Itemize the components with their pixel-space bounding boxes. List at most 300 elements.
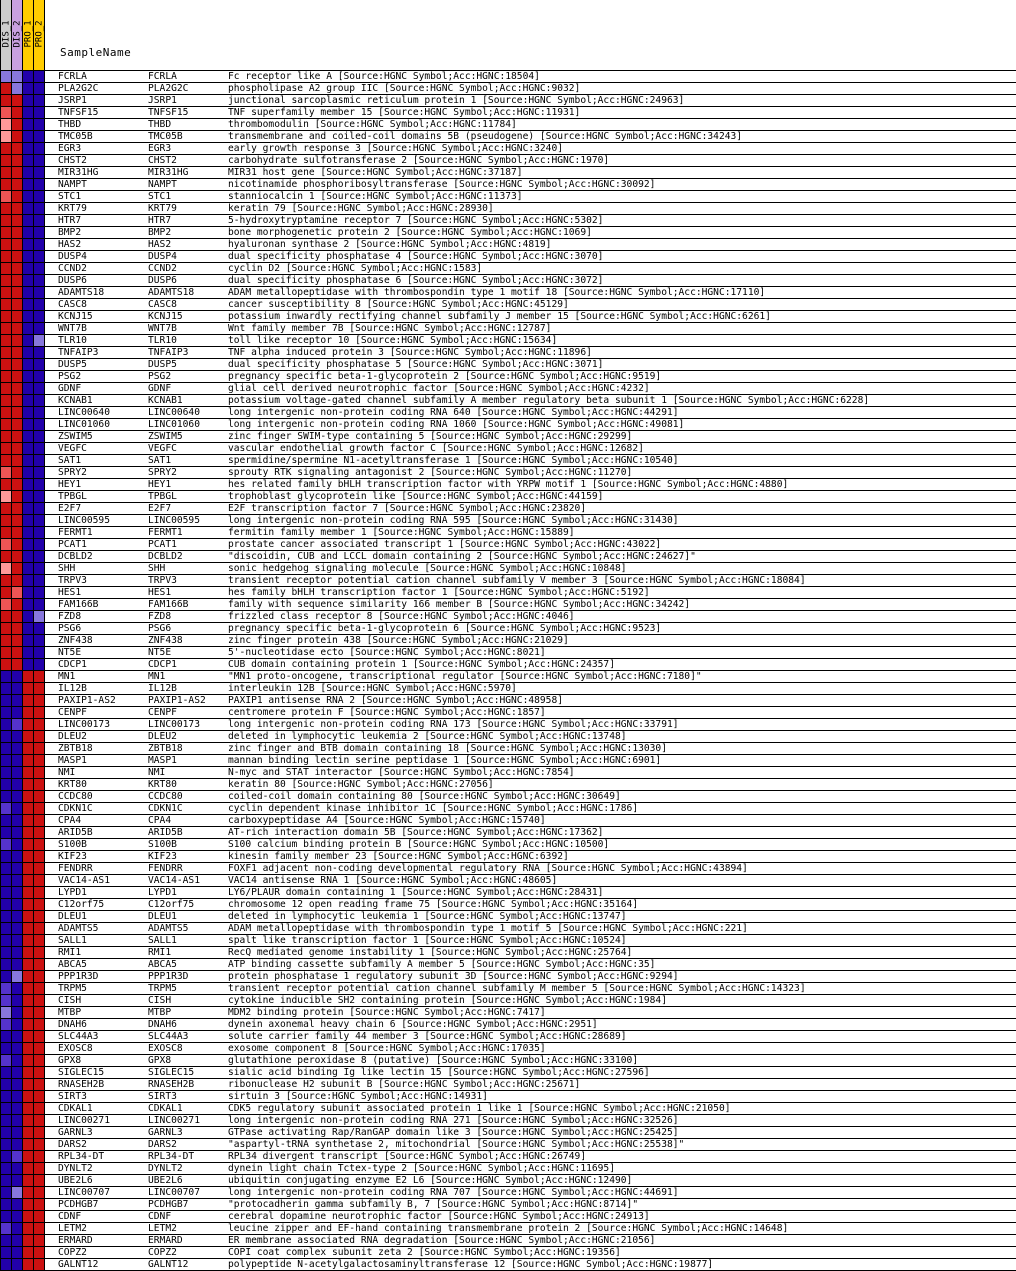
gene-symbol: MIR31HG (148, 167, 189, 178)
gene-description: deleted in lymphocytic leukemia 1 [Source:HGNC Symbol;Acc:HGNC:13747] (228, 911, 627, 922)
gene-description: transmembrane and coiled-coil domains 5B (pseudogene) [Source:HGNC Symbol;Acc:HGNC:34243] (228, 131, 743, 142)
gene-id: KCNJ15 (58, 311, 93, 322)
gene-symbol: NAMPT (148, 179, 177, 190)
gene-symbol: TRPM5 (148, 983, 177, 994)
gene-symbol: CDKAL1 (148, 1103, 183, 1114)
table-row (0, 767, 1016, 779)
gene-symbol: PSG6 (148, 623, 172, 634)
gene-id: CCND2 (58, 263, 87, 274)
gene-symbol: C12orf75 (148, 899, 195, 910)
gene-symbol: CDCP1 (148, 659, 177, 670)
gene-description: cytokine inducible SH2 containing protein [Source:HGNC Symbol;Acc:HGNC:1984] (228, 995, 667, 1006)
gene-symbol: ADAMTS5 (148, 923, 189, 934)
gene-description: dual specificity phosphatase 6 [Source:HGNC Symbol;Acc:HGNC:3072] (228, 275, 604, 286)
column-label: DIS_2 (12, 20, 23, 48)
gene-symbol: DCBLD2 (148, 551, 183, 562)
gene-symbol: EXOSC8 (148, 1043, 183, 1054)
table-row (0, 563, 1016, 575)
gene-description: "protocadherin gamma subfamily B, 7 [Source:HGNC Symbol;Acc:HGNC:8714]" (228, 1199, 639, 1210)
table-row (0, 791, 1016, 803)
gene-description: keratin 80 [Source:HGNC Symbol;Acc:HGNC:27056] (228, 779, 494, 790)
table-row (0, 671, 1016, 683)
gene-id: HAS2 (58, 239, 82, 250)
gene-description: long intergenic non-protein coding RNA 640 [Source:HGNC Symbol;Acc:HGNC:44291] (228, 407, 679, 418)
gene-symbol: PAXIP1-AS2 (148, 695, 206, 706)
gene-description: ADAM metallopeptidase with thrombospondin type 1 motif 5 [Source:HGNC Symbol;Acc:HGNC:221] (228, 923, 748, 934)
table-row (0, 683, 1016, 695)
gene-symbol: VAC14-AS1 (148, 875, 200, 886)
gene-id: LETM2 (58, 1223, 87, 1234)
gene-description: cancer susceptibility 8 [Source:HGNC Symbol;Acc:HGNC:45129] (228, 299, 569, 310)
gene-id: EXOSC8 (58, 1043, 93, 1054)
gene-symbol: SHH (148, 563, 166, 574)
gene-description: sonic hedgehog signaling molecule [Source:HGNC Symbol;Acc:HGNC:10848] (228, 563, 627, 574)
gene-id: LINC00173 (58, 719, 110, 730)
gene-description: ADAM metallopeptidase with thrombospondin type 1 motif 18 [Source:HGNC Symbol;Acc:HGNC:17110] (228, 287, 766, 298)
table-row (0, 419, 1016, 431)
table-row (0, 263, 1016, 275)
gene-id: LINC01060 (58, 419, 110, 430)
gene-description: glial cell derived neurotrophic factor [Source:HGNC Symbol;Acc:HGNC:4232] (228, 383, 650, 394)
gene-description: long intergenic non-protein coding RNA 1060 [Source:HGNC Symbol;Acc:HGNC:49081] (228, 419, 685, 430)
gene-symbol: SIRT3 (148, 1091, 177, 1102)
gene-symbol: SIGLEC15 (148, 1067, 195, 1078)
gene-symbol: MTBP (148, 1007, 172, 1018)
gene-symbol: RMI1 (148, 947, 172, 958)
gene-symbol: LINC00173 (148, 719, 200, 730)
gene-id: FENDRR (58, 863, 93, 874)
gene-id: PAXIP1-AS2 (58, 695, 116, 706)
gene-id: STC1 (58, 191, 82, 202)
column-label: DIS_1 (1, 20, 12, 48)
table-row (0, 179, 1016, 191)
table-row (0, 503, 1016, 515)
gene-description: TNF superfamily member 15 [Source:HGNC Symbol;Acc:HGNC:11931] (228, 107, 581, 118)
gene-description: pregnancy specific beta-1-glycoprotein 6 [Source:HGNC Symbol;Acc:HGNC:9523] (228, 623, 662, 634)
gene-symbol: PCAT1 (148, 539, 177, 550)
gene-id: E2F7 (58, 503, 82, 514)
gene-symbol: CCDC80 (148, 791, 183, 802)
gene-description: sirtuin 3 [Source:HGNC Symbol;Acc:HGNC:14931] (228, 1091, 488, 1102)
table-row (0, 1067, 1016, 1079)
gene-id: PLA2G2C (58, 83, 99, 94)
gene-description: stanniocalcin 1 [Source:HGNC Symbol;Acc:HGNC:11373] (228, 191, 523, 202)
table-row (0, 1115, 1016, 1127)
table-row (0, 119, 1016, 131)
table-row (0, 1031, 1016, 1043)
gene-symbol: BMP2 (148, 227, 172, 238)
gene-symbol: TPBGL (148, 491, 177, 502)
gene-description: vascular endothelial growth factor C [Source:HGNC Symbol;Acc:HGNC:12682] (228, 443, 644, 454)
gene-description: "MN1 proto-oncogene, transcriptional regulator [Source:HGNC Symbol;Acc:HGNC:7180]" (228, 671, 702, 682)
gene-description: exosome component 8 [Source:HGNC Symbol;Acc:HGNC:17035] (228, 1043, 546, 1054)
gene-description: MDM2 binding protein [Source:HGNC Symbol;Acc:HGNC:7417] (228, 1007, 546, 1018)
gene-id: TNFAIP3 (58, 347, 99, 358)
gene-symbol: KRT79 (148, 203, 177, 214)
gene-symbol: ZSWIM5 (148, 431, 183, 442)
gene-id: RNASEH2B (58, 1079, 105, 1090)
gene-symbol: HTR7 (148, 215, 172, 226)
gene-description: hes family bHLH transcription factor 1 [Source:HGNC Symbol;Acc:HGNC:5192] (228, 587, 650, 598)
gene-description: junctional sarcoplasmic reticulum protein 1 [Source:HGNC Symbol;Acc:HGNC:24963] (228, 95, 685, 106)
gene-id: HEY1 (58, 479, 82, 490)
gene-id: FCRLA (58, 71, 87, 82)
table-row (0, 635, 1016, 647)
table-row (0, 1079, 1016, 1091)
gene-id: NT5E (58, 647, 82, 658)
gene-symbol: NMI (148, 767, 166, 778)
table-row (0, 1247, 1016, 1259)
table-row (0, 251, 1016, 263)
gene-symbol: ARID5B (148, 827, 183, 838)
gene-id: LINC00640 (58, 407, 110, 418)
table-row (0, 527, 1016, 539)
gene-description: cerebral dopamine neurotrophic factor [Source:HGNC Symbol;Acc:HGNC:24913] (228, 1211, 650, 1222)
gene-symbol: CPA4 (148, 815, 172, 826)
table-row (0, 1187, 1016, 1199)
gene-id: C12orf75 (58, 899, 105, 910)
gene-symbol: NT5E (148, 647, 172, 658)
gene-symbol: KIF23 (148, 851, 177, 862)
table-row (0, 347, 1016, 359)
gene-id: PCAT1 (58, 539, 87, 550)
gene-symbol: EGR3 (148, 143, 172, 154)
gene-id: KIF23 (58, 851, 87, 862)
gene-symbol: KCNJ15 (148, 311, 183, 322)
table-row (0, 815, 1016, 827)
gene-id: S100B (58, 839, 87, 850)
gene-description: early growth response 3 [Source:HGNC Symbol;Acc:HGNC:3240] (228, 143, 564, 154)
table-row (0, 395, 1016, 407)
table-row (0, 239, 1016, 251)
table-row (0, 863, 1016, 875)
gene-id: LYPD1 (58, 887, 87, 898)
gene-description: COPI coat complex subunit zeta 2 [Source:HGNC Symbol;Acc:HGNC:19356] (228, 1247, 621, 1258)
gene-description: spalt like transcription factor 1 [Source:HGNC Symbol;Acc:HGNC:10524] (228, 935, 627, 946)
table-row (0, 215, 1016, 227)
gene-symbol: PLA2G2C (148, 83, 189, 94)
gene-description: Fc receptor like A [Source:HGNC Symbol;Acc:HGNC:18504] (228, 71, 540, 82)
table-row (0, 155, 1016, 167)
gene-description: phospholipase A2 group IIC [Source:HGNC Symbol;Acc:HGNC:9032] (228, 83, 581, 94)
column-divider (0, 0, 1, 1271)
gene-id: CISH (58, 995, 82, 1006)
table-row (0, 731, 1016, 743)
gene-symbol: COPZ2 (148, 1247, 177, 1258)
gene-symbol: DUSP5 (148, 359, 177, 370)
table-row (0, 707, 1016, 719)
gene-symbol: ZBTB18 (148, 743, 183, 754)
gene-symbol: MASP1 (148, 755, 177, 766)
gene-description: "aspartyl-tRNA synthetase 2, mitochondrial [Source:HGNC Symbol;Acc:HGNC:25538]" (228, 1139, 685, 1150)
gene-symbol: PCDHGB7 (148, 1199, 189, 1210)
gene-symbol: TMC05B (148, 131, 183, 142)
gene-id: PSG2 (58, 371, 82, 382)
gene-id: ERMARD (58, 1235, 93, 1246)
gene-id: KRT80 (58, 779, 87, 790)
gene-id: TRPM5 (58, 983, 87, 994)
sample-name-header: SampleName (60, 46, 132, 59)
gene-id: DARS2 (58, 1139, 87, 1150)
column-label: PRO_1 (23, 20, 34, 48)
gene-description: MIR31 host gene [Source:HGNC Symbol;Acc:HGNC:37187] (228, 167, 523, 178)
table-row (0, 95, 1016, 107)
table-row (0, 947, 1016, 959)
gene-id: CDKN1C (58, 803, 93, 814)
gene-symbol: TNFAIP3 (148, 347, 189, 358)
gene-symbol: ABCA5 (148, 959, 177, 970)
gene-description: zinc finger and BTB domain containing 18 [Source:HGNC Symbol;Acc:HGNC:13030] (228, 743, 667, 754)
gene-id: TNFSF15 (58, 107, 99, 118)
table-row (0, 875, 1016, 887)
gene-symbol: ERMARD (148, 1235, 183, 1246)
gene-symbol: FAM166B (148, 599, 189, 610)
table-row (0, 611, 1016, 623)
table-row (0, 1019, 1016, 1031)
gene-id: PCDHGB7 (58, 1199, 99, 1210)
gene-description: potassium voltage-gated channel subfamily A member regulatory beta subunit 1 [Source:HGNC Symbol;Acc:HGNC:6228] (228, 395, 870, 406)
table-row (0, 659, 1016, 671)
table-row (0, 287, 1016, 299)
gene-id: SIGLEC15 (58, 1067, 105, 1078)
gene-description: zinc finger SWIM-type containing 5 [Source:HGNC Symbol;Acc:HGNC:29299] (228, 431, 633, 442)
column-label: PRO_2 (34, 20, 45, 48)
gene-description: potassium inwardly rectifying channel subfamily J member 15 [Source:HGNC Symbol;Acc:HGNC:6261] (228, 311, 771, 322)
gene-symbol: PPP1R3D (148, 971, 189, 982)
gene-description: ER membrane associated RNA degradation [Source:HGNC Symbol;Acc:HGNC:21056] (228, 1235, 656, 1246)
gene-id: CDNF (58, 1211, 82, 1222)
gene-symbol: WNT7B (148, 323, 177, 334)
table-row (0, 167, 1016, 179)
gene-symbol: TLR10 (148, 335, 177, 346)
gene-description: coiled-coil domain containing 80 [Source:HGNC Symbol;Acc:HGNC:30649] (228, 791, 621, 802)
gene-id: ABCA5 (58, 959, 87, 970)
gene-id: DLEU2 (58, 731, 87, 742)
gene-id: KRT79 (58, 203, 87, 214)
table-row (0, 359, 1016, 371)
gene-description: TNF alpha induced protein 3 [Source:HGNC Symbol;Acc:HGNC:11896] (228, 347, 592, 358)
gene-symbol: SAT1 (148, 455, 172, 466)
gene-symbol: PSG2 (148, 371, 172, 382)
table-row (0, 71, 1016, 83)
gene-description: VAC14 antisense RNA 1 [Source:HGNC Symbol;Acc:HGNC:48605] (228, 875, 558, 886)
gene-description: glutathione peroxidase 8 (putative) [Source:HGNC Symbol;Acc:HGNC:33100] (228, 1055, 639, 1066)
gene-description: fermitin family member 1 [Source:HGNC Symbol;Acc:HGNC:15889] (228, 527, 575, 538)
gene-description: frizzled class receptor 8 [Source:HGNC Symbol;Acc:HGNC:4046] (228, 611, 575, 622)
gene-symbol: THBD (148, 119, 172, 130)
table-row (0, 755, 1016, 767)
gene-description: CUB domain containing protein 1 [Source:HGNC Symbol;Acc:HGNC:24357] (228, 659, 615, 670)
gene-id: CASC8 (58, 299, 87, 310)
gene-description: centromere protein F [Source:HGNC Symbol;Acc:HGNC:1857] (228, 707, 546, 718)
table-row (0, 623, 1016, 635)
table-row (0, 107, 1016, 119)
gene-description: LY6/PLAUR domain containing 1 [Source:HGNC Symbol;Acc:HGNC:28431] (228, 887, 604, 898)
table-row (0, 779, 1016, 791)
gene-symbol: CENPF (148, 707, 177, 718)
gene-description: mannan binding lectin serine peptidase 1 [Source:HGNC Symbol;Acc:HGNC:6901] (228, 755, 662, 766)
table-row (0, 191, 1016, 203)
table-row (0, 407, 1016, 419)
gene-symbol: DARS2 (148, 1139, 177, 1150)
gene-description: prostate cancer associated transcript 1 [Source:HGNC Symbol;Acc:HGNC:43022] (228, 539, 662, 550)
gene-id: SAT1 (58, 455, 82, 466)
gene-id: BMP2 (58, 227, 82, 238)
table-row (0, 467, 1016, 479)
table-row (0, 971, 1016, 983)
table-row (0, 1091, 1016, 1103)
gene-description: leucine zipper and EF-hand containing transmembrane protein 2 [Source:HGNC Symbol;Acc:HGNC:14648] (228, 1223, 789, 1234)
gene-description: deleted in lymphocytic leukemia 2 [Source:HGNC Symbol;Acc:HGNC:13748] (228, 731, 627, 742)
gene-id: CCDC80 (58, 791, 93, 802)
table-row (0, 1151, 1016, 1163)
gene-symbol: DYNLT2 (148, 1163, 183, 1174)
gene-id: CHST2 (58, 155, 87, 166)
table-row (0, 83, 1016, 95)
table-row (0, 1211, 1016, 1223)
table-row (0, 311, 1016, 323)
gene-description: dynein axonemal heavy chain 6 [Source:HGNC Symbol;Acc:HGNC:2951] (228, 1019, 598, 1030)
table-row (0, 143, 1016, 155)
gene-description: cyclin dependent kinase inhibitor 1C [Source:HGNC Symbol;Acc:HGNC:1786] (228, 803, 639, 814)
gene-symbol: CDNF (148, 1211, 172, 1222)
gene-id: THBD (58, 119, 82, 130)
table-row (0, 719, 1016, 731)
gene-id: DUSP6 (58, 275, 87, 286)
table-row (0, 647, 1016, 659)
gene-id: HES1 (58, 587, 82, 598)
gene-symbol: GPX8 (148, 1055, 172, 1066)
gene-symbol: DLEU1 (148, 911, 177, 922)
gene-symbol: GALNT12 (148, 1259, 189, 1270)
gene-id: DLEU1 (58, 911, 87, 922)
table-row (0, 335, 1016, 347)
gene-symbol: ZNF438 (148, 635, 183, 646)
gene-id: EGR3 (58, 143, 82, 154)
gene-symbol: LINC00707 (148, 1187, 200, 1198)
gene-id: CPA4 (58, 815, 82, 826)
gene-symbol: DNAH6 (148, 1019, 177, 1030)
table-row (0, 1043, 1016, 1055)
gene-description: chromosome 12 open reading frame 75 [Source:HGNC Symbol;Acc:HGNC:35164] (228, 899, 639, 910)
table-row (0, 383, 1016, 395)
gene-description: sprouty RTK signaling antagonist 2 [Source:HGNC Symbol;Acc:HGNC:11270] (228, 467, 633, 478)
table-row (0, 1103, 1016, 1115)
gene-id: ZBTB18 (58, 743, 93, 754)
gene-symbol: HAS2 (148, 239, 172, 250)
gene-id: CENPF (58, 707, 87, 718)
table-row (0, 1235, 1016, 1247)
gene-id: FAM166B (58, 599, 99, 610)
table-row (0, 227, 1016, 239)
table-row (0, 539, 1016, 551)
gene-symbol: TNFSF15 (148, 107, 189, 118)
table-row (0, 1223, 1016, 1235)
gene-id: ADAMTS5 (58, 923, 99, 934)
gene-description: N-myc and STAT interactor [Source:HGNC Symbol;Acc:HGNC:7854] (228, 767, 575, 778)
column-divider (22, 0, 23, 1271)
gene-symbol: S100B (148, 839, 177, 850)
gene-symbol: CASC8 (148, 299, 177, 310)
table-row (0, 479, 1016, 491)
gene-id: PPP1R3D (58, 971, 99, 982)
gene-symbol: E2F7 (148, 503, 172, 514)
table-row (0, 1199, 1016, 1211)
column-divider (11, 0, 12, 1271)
gene-id: TRPV3 (58, 575, 87, 586)
gene-description: CDK5 regulatory subunit associated protein 1 like 1 [Source:HGNC Symbol;Acc:HGNC:21050] (228, 1103, 731, 1114)
gene-description: keratin 79 [Source:HGNC Symbol;Acc:HGNC:28930] (228, 203, 494, 214)
gene-id: DYNLT2 (58, 1163, 93, 1174)
gene-id: MN1 (58, 671, 76, 682)
gene-id: LINC00707 (58, 1187, 110, 1198)
gene-id: DUSP4 (58, 251, 87, 262)
gene-description: long intergenic non-protein coding RNA 271 [Source:HGNC Symbol;Acc:HGNC:32526] (228, 1115, 679, 1126)
gene-description: long intergenic non-protein coding RNA 595 [Source:HGNC Symbol;Acc:HGNC:31430] (228, 515, 679, 526)
table-row (0, 371, 1016, 383)
gene-description: zinc finger protein 438 [Source:HGNC Symbol;Acc:HGNC:21029] (228, 635, 569, 646)
gene-description: cyclin D2 [Source:HGNC Symbol;Acc:HGNC:1583] (228, 263, 483, 274)
table-row (0, 851, 1016, 863)
gene-id: RPL34-DT (58, 1151, 105, 1162)
table-row (0, 959, 1016, 971)
gene-description: transient receptor potential cation channel subfamily V member 3 [Source:HGNC Symbol;Acc:HGNC:18084] (228, 575, 806, 586)
gene-id: GPX8 (58, 1055, 82, 1066)
gene-symbol: UBE2L6 (148, 1175, 183, 1186)
gene-id: SIRT3 (58, 1091, 87, 1102)
gene-id: CDKAL1 (58, 1103, 93, 1114)
gene-description: 5-hydroxytryptamine receptor 7 [Source:HGNC Symbol;Acc:HGNC:5302] (228, 215, 604, 226)
gene-symbol: GDNF (148, 383, 172, 394)
table-row (0, 275, 1016, 287)
gene-symbol: HEY1 (148, 479, 172, 490)
table-row (0, 515, 1016, 527)
gene-symbol: KCNAB1 (148, 395, 183, 406)
table-row (0, 1139, 1016, 1151)
table-row (0, 299, 1016, 311)
table-row (0, 575, 1016, 587)
gene-symbol: CCND2 (148, 263, 177, 274)
gene-symbol: ADAMTS18 (148, 287, 195, 298)
gene-symbol: GARNL3 (148, 1127, 183, 1138)
gene-symbol: SALL1 (148, 935, 177, 946)
gene-description: bone morphogenetic protein 2 [Source:HGNC Symbol;Acc:HGNC:1069] (228, 227, 592, 238)
table-row (0, 1007, 1016, 1019)
gene-id: IL12B (58, 683, 87, 694)
table-row (0, 887, 1016, 899)
gene-id: ARID5B (58, 827, 93, 838)
gene-symbol: LYPD1 (148, 887, 177, 898)
gene-symbol: FCRLA (148, 71, 177, 82)
gene-description: carboxypeptidase A4 [Source:HGNC Symbol;Acc:HGNC:15740] (228, 815, 546, 826)
table-row (0, 695, 1016, 707)
gene-description: interleukin 12B [Source:HGNC Symbol;Acc:HGNC:5970] (228, 683, 517, 694)
gene-description: long intergenic non-protein coding RNA 707 [Source:HGNC Symbol;Acc:HGNC:44691] (228, 1187, 679, 1198)
table-row (0, 1175, 1016, 1187)
table-row (0, 935, 1016, 947)
gene-symbol: FENDRR (148, 863, 183, 874)
gene-symbol: RNASEH2B (148, 1079, 195, 1090)
gene-description: 5'-nucleotidase ecto [Source:HGNC Symbol;Acc:HGNC:8021] (228, 647, 546, 658)
gene-description: solute carrier family 44 member 3 [Source:HGNC Symbol;Acc:HGNC:28689] (228, 1031, 627, 1042)
gene-symbol: CDKN1C (148, 803, 183, 814)
gene-id: TPBGL (58, 491, 87, 502)
gene-symbol: VEGFC (148, 443, 177, 454)
gene-description: polypeptide N-acetylgalactosaminyltransferase 12 [Source:HGNC Symbol;Acc:HGNC:19877] (228, 1259, 714, 1270)
gene-description: dual specificity phosphatase 5 [Source:HGNC Symbol;Acc:HGNC:3071] (228, 359, 604, 370)
table-row (0, 911, 1016, 923)
gene-symbol: TRPV3 (148, 575, 177, 586)
